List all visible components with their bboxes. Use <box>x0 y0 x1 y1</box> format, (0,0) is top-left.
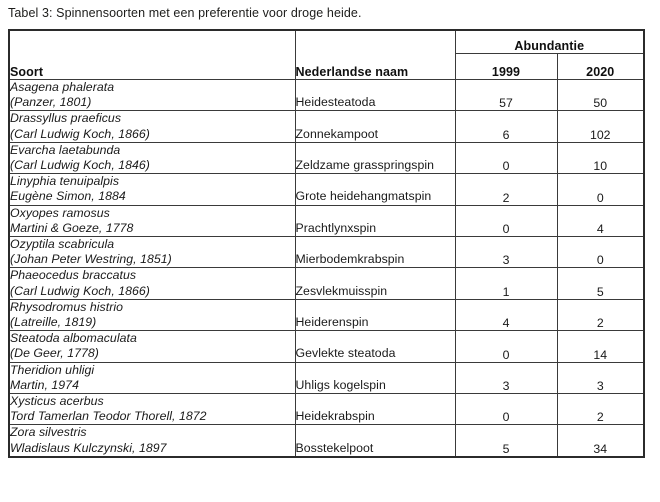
species-author: (Johan Peter Westring, 1851) <box>10 252 172 267</box>
cell-dutch-name: Heidekrabspin <box>295 394 455 425</box>
header-row-group <box>9 30 644 54</box>
cell-dutch-name: Bosstekelpoot <box>295 425 455 457</box>
cell-value-1999: 0 <box>455 142 557 173</box>
cell-value-2020: 3 <box>557 362 644 393</box>
cell-value-2020: 4 <box>557 205 644 236</box>
species-author: Martini & Goeze, 1778 <box>10 220 134 235</box>
cell-value-1999: 5 <box>455 425 557 457</box>
species-name: Xysticus acerbus <box>10 394 104 409</box>
column-header-species: Soort <box>9 30 295 80</box>
species-name: Phaeocedus braccatus <box>10 268 137 283</box>
cell-value-2020: 5 <box>557 268 644 299</box>
cell-value-2020: 2 <box>557 394 644 425</box>
cell-value-1999: 1 <box>455 268 557 299</box>
table-row <box>9 268 644 299</box>
table-row <box>9 331 644 362</box>
cell-species <box>9 174 295 205</box>
table-row <box>9 205 644 236</box>
cell-value-1999: 0 <box>455 205 557 236</box>
species-author: (Panzer, 1801) <box>10 95 92 110</box>
table-row <box>9 142 644 173</box>
cell-value-2020: 102 <box>557 111 644 142</box>
column-header-dutch-name: Nederlandse naam <box>295 30 455 80</box>
table-row <box>9 362 644 393</box>
species-name: Evarcha laetabunda <box>10 142 121 157</box>
species-name: Theridion uhligi <box>10 362 95 377</box>
cell-value-2020: 10 <box>557 142 644 173</box>
cell-value-1999: 0 <box>455 331 557 362</box>
cell-value-2020: 34 <box>557 425 644 457</box>
cell-dutch-name: Uhligs kogelspin <box>295 362 455 393</box>
cell-species <box>9 299 295 330</box>
cell-value-2020: 0 <box>557 174 644 205</box>
table-row <box>9 80 644 111</box>
cell-dutch-name: Zesvlekmuisspin <box>295 268 455 299</box>
table-row <box>9 425 644 457</box>
cell-value-2020: 2 <box>557 299 644 330</box>
table-row <box>9 174 644 205</box>
cell-value-1999: 6 <box>455 111 557 142</box>
species-author: (Latreille, 1819) <box>10 315 97 330</box>
cell-dutch-name: Heidesteatoda <box>295 80 455 111</box>
column-header-abundance-group: Abundantie <box>455 30 644 54</box>
species-author: Tord Tamerlan Teodor Thorell, 1872 <box>10 409 207 424</box>
table-container <box>8 29 643 458</box>
species-name: Rhysodromus histrio <box>10 299 124 314</box>
species-author: (Carl Ludwig Koch, 1866) <box>10 126 150 141</box>
cell-dutch-name: Heiderenspin <box>295 299 455 330</box>
species-author: (Carl Ludwig Koch, 1866) <box>10 283 150 298</box>
species-author: Eugène Simon, 1884 <box>10 189 126 204</box>
species-name: Ozyptila scabricula <box>10 237 115 252</box>
table-body <box>9 80 644 457</box>
species-name: Oxyopes ramosus <box>10 205 110 220</box>
table-row <box>9 111 644 142</box>
cell-value-1999: 2 <box>455 174 557 205</box>
cell-dutch-name: Gevlekte steatoda <box>295 331 455 362</box>
species-name: Zora silvestris <box>10 425 87 440</box>
cell-species <box>9 142 295 173</box>
species-author: Wladislaus Kulczynski, 1897 <box>10 440 167 455</box>
species-author: Martin, 1974 <box>10 377 79 392</box>
table-row <box>9 237 644 268</box>
cell-value-2020: 50 <box>557 80 644 111</box>
cell-value-1999: 4 <box>455 299 557 330</box>
cell-dutch-name: Prachtlynxspin <box>295 205 455 236</box>
cell-dutch-name: Zeldzame grasspringspin <box>295 142 455 173</box>
column-header-year-2020: 2020 <box>557 54 644 80</box>
cell-species <box>9 80 295 111</box>
cell-value-2020: 14 <box>557 331 644 362</box>
species-name: Linyphia tenuipalpis <box>10 174 120 189</box>
cell-species <box>9 425 295 457</box>
cell-value-1999: 3 <box>455 362 557 393</box>
cell-value-1999: 3 <box>455 237 557 268</box>
cell-dutch-name: Zonnekampoot <box>295 111 455 142</box>
species-name: Asagena phalerata <box>10 80 115 94</box>
table-header <box>9 30 644 80</box>
cell-value-1999: 0 <box>455 394 557 425</box>
table-caption: Tabel 3: Spinnensoorten met een preferentie voor droge heide. <box>8 6 362 20</box>
cell-species <box>9 268 295 299</box>
table-row <box>9 394 644 425</box>
cell-species <box>9 394 295 425</box>
cell-species <box>9 331 295 362</box>
species-name: Steatoda albomaculata <box>10 331 137 346</box>
cell-species <box>9 205 295 236</box>
species-name: Drassyllus praeficus <box>10 111 122 126</box>
cell-value-2020: 0 <box>557 237 644 268</box>
cell-species <box>9 111 295 142</box>
cell-value-1999: 57 <box>455 80 557 111</box>
cell-species <box>9 237 295 268</box>
column-header-year-1999: 1999 <box>455 54 557 80</box>
cell-species <box>9 362 295 393</box>
species-author: (De Geer, 1778) <box>10 346 99 361</box>
spider-species-table <box>8 29 645 458</box>
cell-dutch-name: Grote heidehangmatspin <box>295 174 455 205</box>
table-row <box>9 299 644 330</box>
cell-dutch-name: Mierbodemkrabspin <box>295 237 455 268</box>
species-author: (Carl Ludwig Koch, 1846) <box>10 158 150 173</box>
